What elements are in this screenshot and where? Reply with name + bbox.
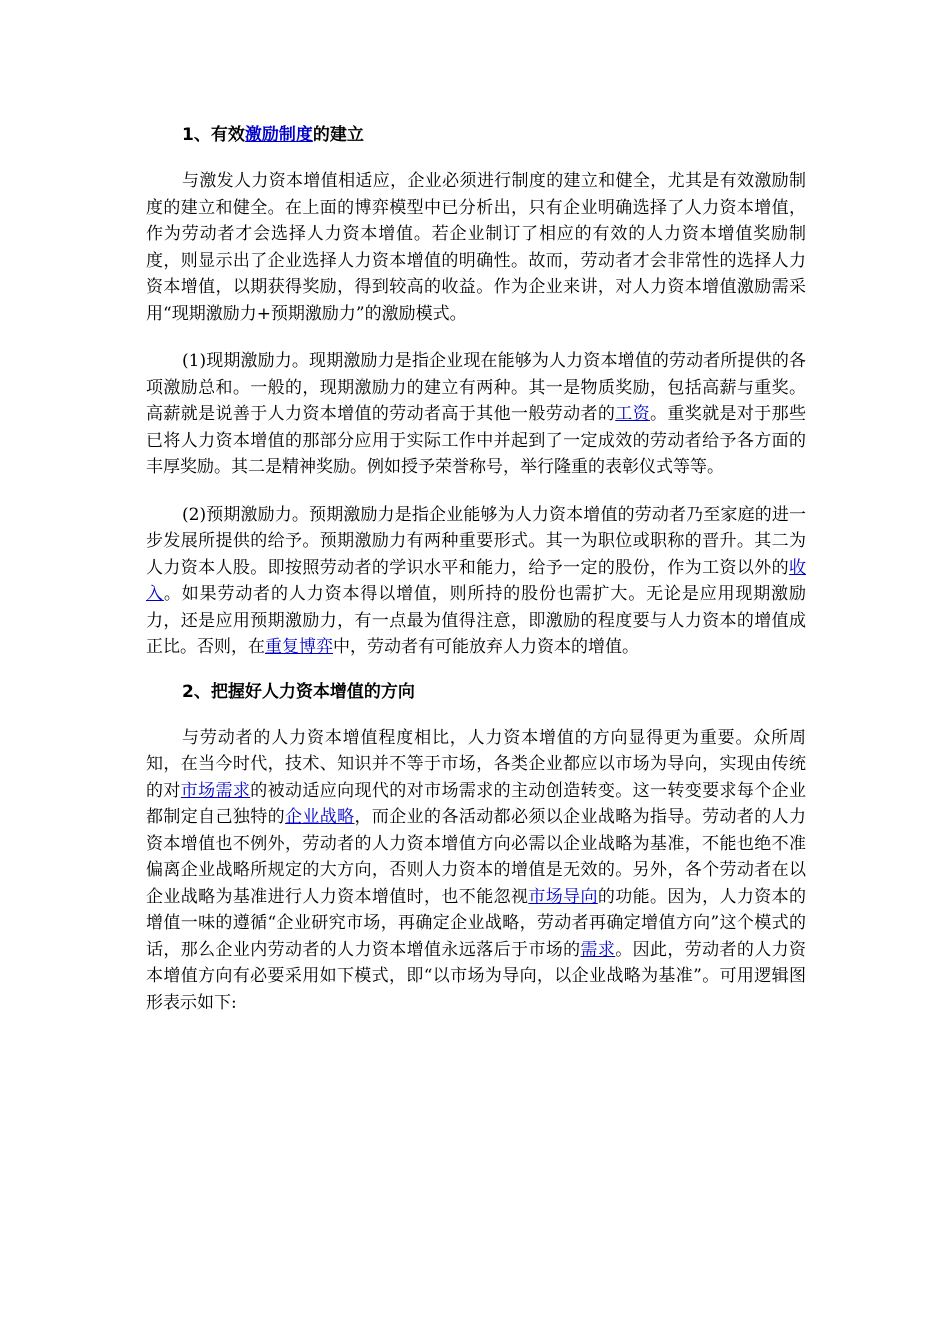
paragraph-text: (1)现期激励力。现期激励力是指企业现在能够为人力资本增值的劳动者所提供的各项激励总和。一般的，现期激励力的建立有两种。其一是物质奖励，包括高薪与重奖。高薪就是说善于人力资本增值的劳动者高于其他一般劳动者的 (146, 351, 806, 424)
section1-paragraph-2 (146, 348, 806, 481)
paragraph-text: ，而企业的各活动都必须以企业战略为指导。劳动者的人力资本增值也不例外，劳动者的人力资本增值方向必需以企业战略为基准，不能也绝不准偏离企业战略所规定的大方向，否则人力资本的增值是无效的。另外，各个劳动者在以企业战略为基准进行人力资本增值时，也不能忽视 (146, 807, 807, 907)
paragraph-text: 中，劳动者有可能放弃人力资本的增值。 (333, 637, 639, 657)
section1-heading (146, 122, 806, 148)
corporate-strategy-link[interactable]: 企业战略 (285, 807, 355, 827)
section1-heading-prefix: 1、有效 (182, 125, 245, 145)
incentive-system-link[interactable]: 激励制度 (244, 125, 313, 145)
paragraph-text: 。如果劳动者的人力资本得以增值，则所持的股份也需扩大。无论是应用现期激励力，还是应用预期激励力，有一点最为值得注意，即激励的程度要与人力资本的增值成正比。否则，在 (146, 584, 807, 657)
paragraph-text: 。重奖就是对于那些已将人力资本增值的那部分应用于实际工作中并起到了一定成效的劳动者给予各方面的丰厚奖励。其二是精神奖励。例如授予荣誉称号，举行隆重的表彰仪式等等。 (146, 404, 807, 477)
section1-paragraph-3 (146, 502, 806, 661)
paragraph-text: (2)预期激励力。预期激励力是指企业能够为人力资本增值的劳动者乃至家庭的进一步发展所提供的给予。预期激励力有两种重要形式。其一为职位或职称的晋升。其二为人力资本人股。即按照劳动者的学识水平和能力，给予一定的股份，作为工资以外的 (146, 504, 806, 578)
repeated-game-link[interactable]: 重复博弈 (265, 637, 333, 657)
section2-paragraph-1 (146, 725, 806, 1017)
paragraph-text: 的功能。因为，人力资本的增值一味的遵循“企业研究市场，再确定企业战略，劳动者再确定增值方向”这个模式的话，那么企业内劳动者的人力资本增值永远落后于市场的 (146, 886, 807, 960)
paragraph-text: 的被动适应向现代的对市场需求的主动创造转变。这一转变要求每个企业都制定自己独特的 (146, 780, 807, 827)
section1-paragraph-1: 与激发人力资本增值相适应，企业必须进行制度的建立和健全，尤其是有效激励制度的建立和健全。在上面的博弈模型中已分析出，只有企业明确选择了人力资本增值，作为劳动者才会选择人力资本增值。若企业制订了相应的有效的人力资本增值奖励制度，则显示出了企业选择人力资本增值的明确性。故而，劳动者才会非常性的选择人力资本增值，以期获得奖励，得到较高的收益。作为企业来讲，对人力资本增值激励需采用“现期激励力+预期激励力”的激励模式。 (146, 171, 806, 324)
market-orientation-link[interactable]: 市场导向 (528, 886, 598, 907)
market-demand-link[interactable]: 市场需求 (180, 780, 251, 801)
wage-link[interactable]: 工资 (615, 404, 650, 424)
paragraph-text: 。因此，劳动者的人力资本增值方向有必要采用如下模式，即“以市场为导向，以企业战略为基准”。可用逻辑图形表示如下: (146, 939, 807, 1013)
income-link[interactable]: 收入 (146, 557, 806, 604)
section2-heading: 2、把握好人力资本增值的方向 (182, 681, 415, 702)
demand-link[interactable]: 需求 (580, 939, 616, 960)
document-page (146, 122, 806, 1036)
paragraph-text: 与劳动者的人力资本增值程度相比，人力资本增值的方向显得更为重要。众所周知，在当今时代，技术、知识并不等于市场，各类企业都应以市场为导向，实现由传统的对 (146, 727, 806, 801)
section1-heading-suffix: 的建立 (312, 125, 364, 145)
